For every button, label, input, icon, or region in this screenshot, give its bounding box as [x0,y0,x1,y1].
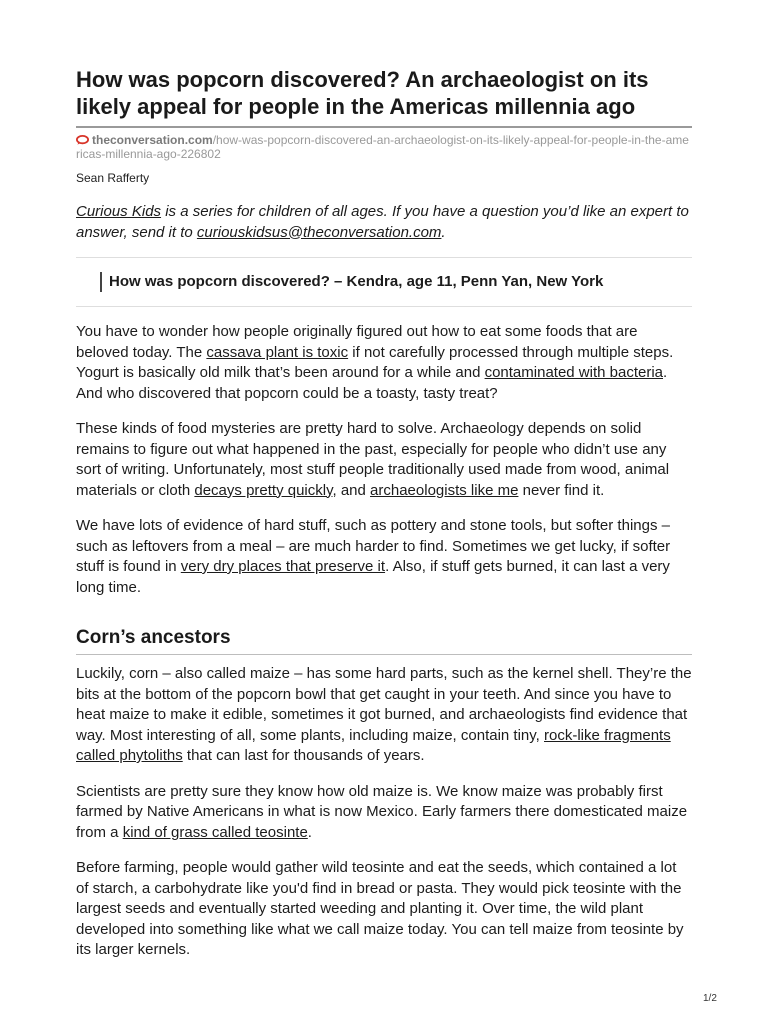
paragraph-1: You have to wonder how people originally figured out how to eat some foods that are beloved today. The cassava plant is toxic if not carefully processed through multiple steps. Yogurt is basically old milk that’s been around for a while and contaminated with bacteria. And who discovered that popcorn could be a toasty, tasty treat? [76,323,674,402]
intro-note: Curious Kids is a series for children of all ages. If you have a question you’d like an expert to answer, send it to curiouskidsus@theconversation.com. [76,203,689,241]
source-url[interactable] [76,133,692,161]
paragraph-2: These kinds of food mysteries are pretty hard to solve. Archaeology depends on solid remains to figure out what happened in the past, especially for people who didn’t use any sort of writing. Unfortunately, most stuff people traditionally used made from wood, animal materials or cloth decays pretty quickly, and archaeologists like me never find it. [76,420,670,499]
reader-question: How was popcorn discovered? – Kendra, age 11, Penn Yan, New York [100,272,692,292]
article-title: How was popcorn discovered? An archaeologist on its likely appeal for people in the Americas millennia ago [76,67,649,119]
article [76,66,692,961]
speech-bubble-logo-icon [76,135,89,145]
source-path[interactable]: /how-was-popcorn-discovered-an-archaeologist-on-its-likely-appeal-for-people-in-the-americas-millennia-ago-226802 [76,133,689,161]
author-name: Sean Rafferty [76,171,150,185]
section-divider [76,654,692,655]
archaeologists-link[interactable]: archaeologists like me [370,481,519,499]
page-number: 1/2 [703,993,717,1004]
phytoliths-link[interactable]: rock-like fragments called phytoliths [76,726,671,764]
email-link[interactable]: curiouskidsus@theconversation.com [196,223,442,241]
cassava-link[interactable]: cassava plant is toxic [206,343,349,361]
section-heading: Corn’s ancestors [76,627,231,648]
bacteria-link[interactable]: contaminated with bacteria [484,364,664,381]
source-domain[interactable]: theconversation.com [92,133,213,147]
paragraph-6: Before farming, people would gather wild teosinte and eat the seeds, which contained a lot of starch, a carbohydrate like you'd find in bread or pasta. They would pick teosinte with the largest seeds and eventually started weeding and planting it. Over time, the wild plant developed into something like what we call maize today. You can tell maize from teosinte by its larger kernels. [76,859,684,958]
paragraph-3: We have lots of evidence of hard stuff, such as pottery and stone tools, but softer things – such as leftovers from a meal – are much harder to find. Sometimes we get lucky, if softer stuff is found in very dry places that preserve it. Also, if stuff gets burned, it can last a very long time. [76,517,671,596]
teosinte-link[interactable]: kind of grass called teosinte [122,823,308,841]
paragraph-4: Luckily, corn – also called maize – has some hard parts, such as the kernel shell. They’re the bits at the bottom of the popcorn bowl that get caught in your teeth. And since you have to heat maize to make it edible, sometimes it got burned, and archaeologists find evidence that way. Most interesting of all, some plants, including maize, contain tiny, rock-like fragments called phytoliths that can last for thousands of years. [76,665,692,764]
question-box [76,257,692,307]
dry-places-link[interactable]: very dry places that preserve it [180,558,386,575]
title-divider [76,126,692,128]
decays-link[interactable]: decays pretty quickly [194,481,333,499]
curious-kids-link[interactable]: Curious Kids [76,203,162,220]
paragraph-5: Scientists are pretty sure they know how old maize is. We know maize was probably first farmed by Native Americans in what is now Mexico. Early farmers there domesticated maize from a kind of grass called teosinte. [76,782,688,841]
